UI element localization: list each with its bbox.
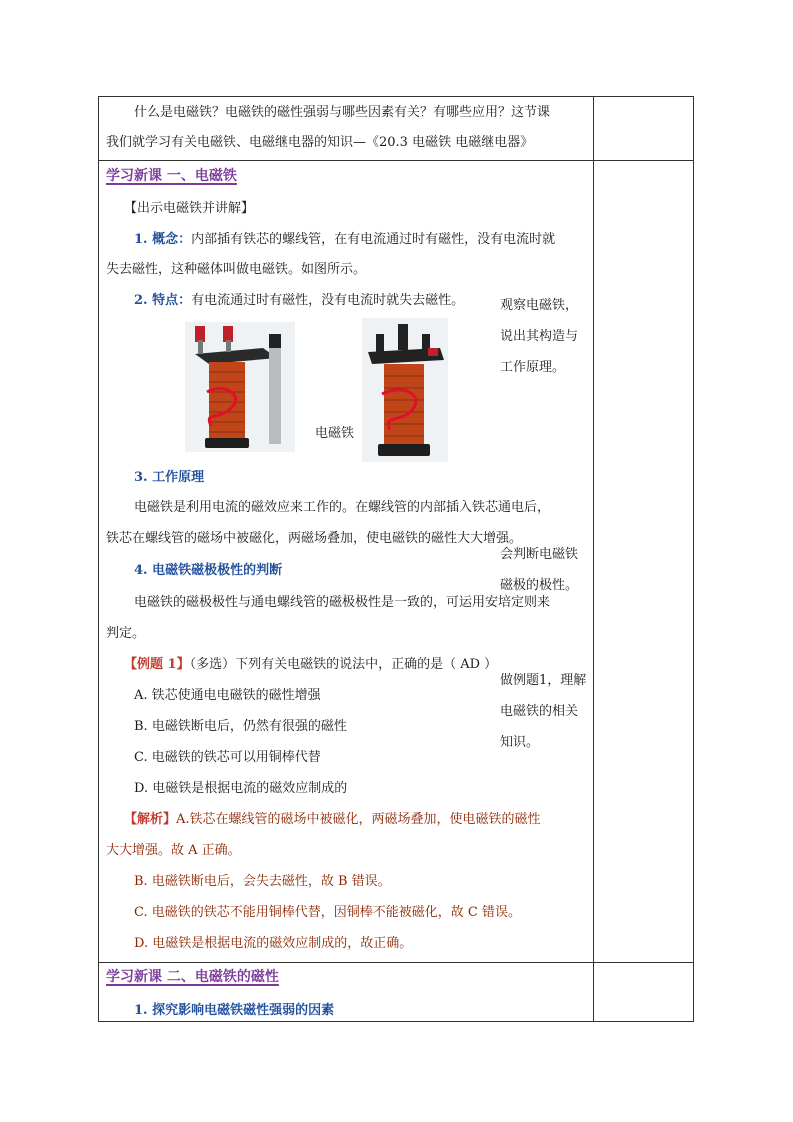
note-polarity-1: 会判断电磁铁 [500, 547, 579, 562]
concept-text: 内部插有铁芯的螺线管，在有电流通过时有磁性，没有电流时就 [191, 232, 556, 247]
example-text: （多选）下列有关电磁铁的说法中，正确的是（ AD ） [189, 657, 498, 672]
section-title: 学习新课 一、电磁铁 [106, 168, 237, 184]
polarity-text-1: 电磁铁的磁极极性与通电螺线管的磁极极性是一致的，可运用安培定则来 [134, 595, 551, 610]
note-example-3: 知识。 [500, 735, 540, 750]
section-2-title: 学习新课 二、电磁铁的磁性 [106, 969, 279, 985]
option-c: C. 电磁铁的铁芯可以用铜棒代替 [134, 750, 321, 765]
analysis-b: B. 电磁铁断电后，会失去磁性，故 B 错误。 [134, 874, 391, 889]
analysis-c: C. 电磁铁的铁芯不能用铜棒代替，因铜棒不能被磁化，故 C 错误。 [134, 905, 521, 920]
polarity-text-2: 判定。 [106, 626, 146, 641]
polarity-label: 4. 电磁铁磁极极性的判断 [134, 563, 283, 578]
electromagnet-photo-1 [185, 322, 295, 452]
concept-text-cont: 失去磁性，这种磁体叫做电磁铁。如图所示。 [106, 262, 367, 277]
option-b: B. 电磁铁断电后，仍然有很强的磁性 [134, 719, 347, 734]
note-example-1: 做例题1，理解 [500, 673, 587, 688]
feature-text: 有电流通过时有磁性，没有电流时就失去磁性。 [191, 293, 465, 308]
note-observe-2: 说出其构造与 [500, 329, 579, 344]
concept-label: 1. 概念： [134, 232, 192, 247]
analysis-label: 【解析】 [124, 812, 177, 827]
row-divider [99, 962, 693, 963]
example-label: 【例题 1】 [124, 657, 190, 672]
intro-line-1: 什么是电磁铁？电磁铁的磁性强弱与哪些因素有关？有哪些应用？这节课 [134, 105, 551, 120]
note-observe-3: 工作原理。 [500, 360, 566, 375]
intro-line-2: 我们就学习有关电磁铁、电磁继电器的知识—《20.3 电磁铁 电磁继电器》 [106, 135, 534, 150]
figure-caption: 电磁铁 [315, 426, 355, 441]
note-example-2: 电磁铁的相关 [500, 704, 579, 719]
feature-label: 2. 特点： [134, 293, 192, 308]
section-2-item-1: 1. 探究影响电磁铁磁性强弱的因素 [134, 1003, 335, 1018]
note-observe-1: 观察电磁铁， [500, 298, 579, 313]
concept-paragraph [134, 231, 555, 249]
example-question [124, 656, 497, 674]
principle-text-2: 铁芯在螺线管的磁场中被磁化，两磁场叠加，使电磁铁的磁性大大增强。 [106, 531, 523, 546]
option-a: A. 铁芯使通电电磁铁的磁性增强 [134, 688, 321, 703]
feature-paragraph [134, 292, 464, 310]
principle-label: 3. 工作原理 [134, 470, 205, 485]
principle-text-1: 电磁铁是利用电流的磁效应来工作的。在螺线管的内部插入铁芯通电后， [134, 500, 551, 515]
note-polarity-2: 磁极的极性。 [500, 578, 579, 593]
option-d: D. 电磁铁是根据电流的磁效应制成的 [134, 781, 348, 796]
row-divider [99, 160, 693, 161]
show-heading: 【出示电磁铁并讲解】 [124, 201, 255, 216]
column-divider [593, 97, 594, 1021]
analysis-text: A.铁芯在螺线管的磁场中被磁化，两磁场叠加，使电磁铁的磁性 [176, 812, 541, 827]
analysis-text-cont: 大大增强。故 A 正确。 [106, 843, 241, 858]
analysis-paragraph [124, 811, 541, 829]
electromagnet-photo-2 [362, 318, 448, 462]
analysis-d: D. 电磁铁是根据电流的磁效应制成的，故正确。 [134, 936, 413, 951]
